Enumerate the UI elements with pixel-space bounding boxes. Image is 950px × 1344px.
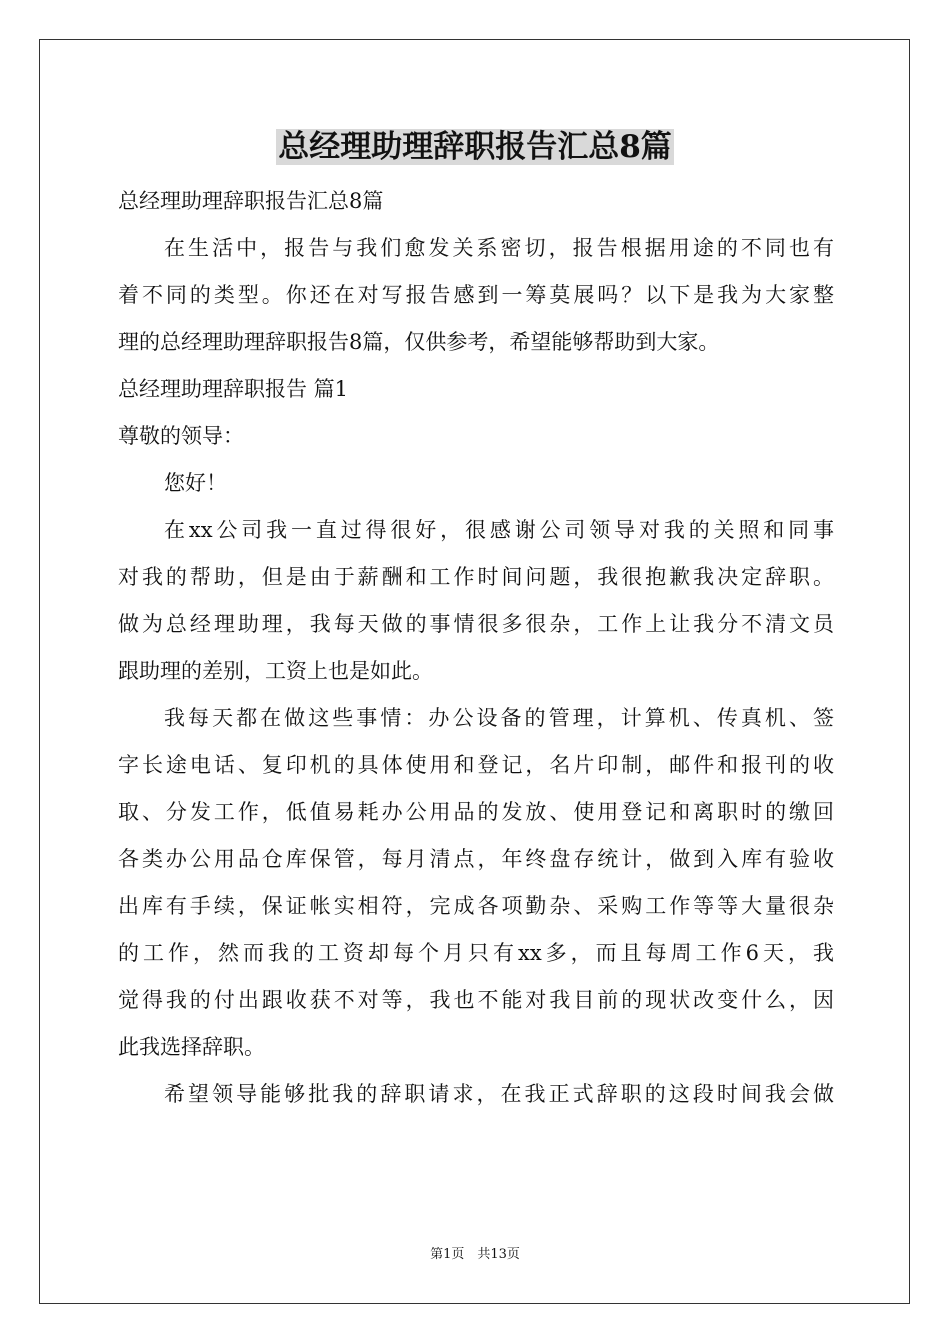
text-line: 总经理助理辞职报告汇总8篇 <box>118 189 384 213</box>
document-body <box>118 178 834 1118</box>
text-line: 各类办公用品仓库保管，每月清点，年终盘存统计，做到入库有验收 <box>118 847 834 871</box>
text-line: 的工作，然而我的工资却每个月只有xx多，而且每周工作6天，我 <box>118 941 834 965</box>
text-line: 觉得我的付出跟收获不对等，我也不能对我目前的现状改变什么，因 <box>118 988 834 1012</box>
text-line: 此我选择辞职。 <box>118 1035 265 1059</box>
text-line: 理的总经理助理辞职报告8篇，仅供参考，希望能够帮助到大家。 <box>118 330 720 354</box>
text-line: 着不同的类型。你还在对写报告感到一筹莫展吗？以下是我为大家整 <box>118 283 834 307</box>
text-line: 在生活中，报告与我们愈发关系密切，报告根据用途的不同也有 <box>164 236 834 260</box>
text-line: 取、分发工作，低值易耗办公用品的发放、使用登记和离职时的缴回 <box>118 800 834 824</box>
text-line: 出库有手续，保证帐实相符，完成各项勤杂、采购工作等等大量很杂 <box>118 894 834 918</box>
text-line: 总经理助理辞职报告 篇1 <box>118 377 349 401</box>
document-title-text: 总经理助理辞职报告汇总8篇 <box>278 129 672 165</box>
text-line: 希望领导能够批我的辞职请求，在我正式辞职的这段时间我会做 <box>164 1082 834 1106</box>
text-line: 在xx公司我一直过得很好，很感谢公司领导对我的关照和同事 <box>164 518 834 542</box>
page-footer: 第1页 共13页 <box>430 1247 520 1262</box>
text-line: 我每天都在做这些事情：办公设备的管理，计算机、传真机、签 <box>164 706 834 730</box>
document-title <box>0 124 950 170</box>
text-line: 跟助理的差别，工资上也是如此。 <box>118 659 433 683</box>
text-line: 字长途电话、复印机的具体使用和登记，名片印制，邮件和报刊的收 <box>118 753 834 777</box>
text-line: 对我的帮助，但是由于薪酬和工作时间问题，我很抱歉我决定辞职。 <box>118 565 834 589</box>
text-line: 做为总经理助理，我每天做的事情很多很杂，工作上让我分不清文员 <box>118 612 834 636</box>
text-line: 尊敬的领导： <box>118 424 244 448</box>
text-line: 您好！ <box>164 471 227 495</box>
